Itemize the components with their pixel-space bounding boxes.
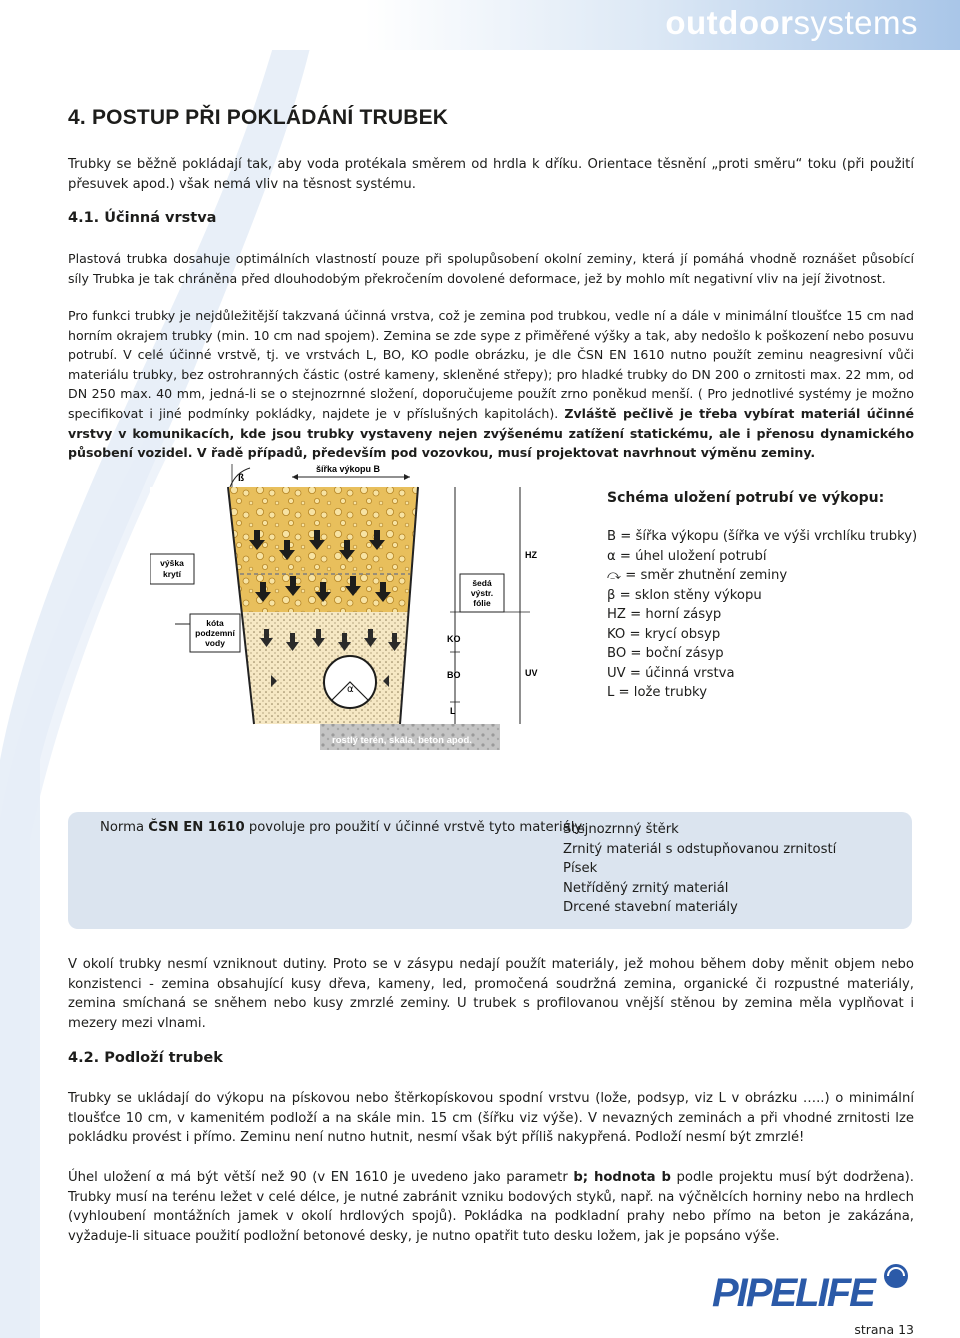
cover-height-label-1: výška <box>160 558 184 568</box>
paragraph-subsoil: Trubky se ukládají do výkopu na pískovou nebo štěrkopískovou spodní vrstvu (lože, podsyp, viz L v obrázku …..) o minimální tloušťce 10 cm, v kamenitém podloží a na skále min. 15 cm (šířku viz výše). V nevazných zeminách a při vhodné zrnitosti lze pokládku provést i přímo. Zeminu není nutno hutnit, nesmí však být příliš nakypřená. Podloží nesmí být zmrzlé! <box>68 1091 914 1146</box>
trench-diagram <box>150 462 550 762</box>
legend-item: β = sklon stěny výkopu <box>607 587 762 603</box>
material-item: Zrnitý materiál s odstupňovanou zrnitostí <box>563 841 837 857</box>
cover-height-label-2: krytí <box>163 569 181 579</box>
brand-logo: outdoorsystems <box>665 4 918 41</box>
material-item: Drcené stavební materiály <box>563 900 738 915</box>
legend-item: α = úhel uložení potrubí <box>607 548 767 564</box>
beta-label: ß <box>238 473 245 484</box>
legend-item: BO = boční zásyp <box>607 646 724 661</box>
material-item: Stejnozrnný štěrk <box>563 822 679 837</box>
legend-item: L = lože trubky <box>607 685 708 700</box>
norm-materials-list <box>563 820 836 918</box>
legend-item: KO = krycí obsyp <box>607 626 721 642</box>
paragraph-effective-layer: Plastová trubka dosahuje optimálních vlastností pouze při spolupůsobení okolní zeminy, která jí pomáhá vhodně roznášet působící síly Trubka je tak chráněna před dlouhodobým překročením dovolené deformace, jež by mohlo mít negativní vliv na její životnost. <box>68 251 914 286</box>
bo-label: BO <box>447 670 461 680</box>
ground-label: rostlý terén, skála, beton apod. <box>332 735 472 746</box>
subsection-title-effective-layer: 4.1. Účinná vrstva <box>68 210 217 226</box>
groundwater-label-1: kóta <box>206 618 224 628</box>
paragraph-effective-layer-details: Pro funkci trubky je nejdůležitější takzvaná účinná vrstva, což je zemina pod trubkou, vedle ní a dále v minimální tloušťce 15 cm nad horním okrajem trubky (min. 10 cm nad spojem). Zemina se zde sype z přiměřené výšky a tak, aby nedošlo k poškození nebo posuvu potrubí. V celé účinné vrstvě, tj. ve vrstvách L, BO, KO podle obrázku, je dle ČSN EN 1610 nutno použít zeminu neagresivní vůči materiálu trubky, bez ostrohranných částic (ostré kameny, skleněné střepy); pro hladké trubky do DN 200 o zrnitosti max. 22 mm, od DN 250 max. 40 mm, jedná-li se o stejnozrnné složení, doporučujeme použít zrno poněkud menší. ( Pro jednotlivé systémy je možno specifikovat i jiné podmínky pokládky, najdete je v příslušných kapitolách). Zvláště pečlivě je třeba vybírat materiál účinné vrstvy v komunikacích, kde jsou trubky vystaveny nejen zvýšenému zatížení statickému, ale i přenosu dynamického působení vozidel. V řadě případů, především pod vozovkou, musí projektovat navrhnout výměnu zeminy. <box>68 308 914 461</box>
compaction-arrow-icon: ⤼ <box>607 568 626 583</box>
page-number: strana 13 <box>854 1322 914 1337</box>
material-item: Písek <box>563 861 598 876</box>
material-item: Netříděný zrnitý materiál <box>563 880 729 896</box>
intro-paragraph: Trubky se běžně pokládají tak, aby voda protékala směrem od hrdla k dříku. Orientace těsnění „proti směru“ toku (při použití přesuvek apod.) však nemá vliv na těsnost systému. <box>68 157 914 192</box>
groundwater-label-3: vody <box>205 638 225 648</box>
paragraph-voids: V okolí trubky nesmí vzniknout dutiny. Proto se v zásypu nedají použít materiály, jež mohou během doby měnit objem nebo konzistenci - zemina obsahující kusy dřeva, kameny, led, promočená soudržná zemina, organické či rozpustné materiály, zemina smíchaná se sněhem nebo kusy zmrzlé zeminy. U trubek s profilovanou vnější stěnou by zemina měla vyplňovat i mezery mezi vlnami. <box>68 957 914 1031</box>
foil-label-3: fólie <box>473 598 491 608</box>
paragraph-bedding-angle: Úhel uložení α má být větší než 90 (v EN 1610 je uvedeno jako parametr b; hodnota b podle projektu musí být dodržena). Trubky musí na terénu ležet v celé délce, je nutné zabránit vzniku bodových styků, např. na výčnělcích horniny nebo na hrdlech (vyhloubení montážních jamek v okolí hrdlových spojů). Pokládka na podkladní prahy nebo přímo na beton je zakázána, vyžaduje-li situace použití podložní betonové desky, je nutno opatřit tuto desku ložem, jak je popsáno výše. <box>68 1170 914 1244</box>
groundwater-label-2: podzemní <box>195 628 235 638</box>
ko-label: KO <box>447 634 461 644</box>
section-title: 4. POSTUP PŘI POKLÁDÁNÍ TRUBEK <box>68 106 449 129</box>
legend-item: HZ = horní zásyp <box>607 607 722 622</box>
logo-text: PIPELIFE <box>712 1271 874 1315</box>
scheme-title: Schéma uložení potrubí ve výkopu: <box>607 490 885 506</box>
foil-label-1: šedá <box>472 578 492 588</box>
pipelife-logo <box>712 1262 912 1318</box>
legend-item: UV = účinná vrstva <box>607 665 735 681</box>
foil-label-2: výstr. <box>470 588 494 598</box>
hz-label: HZ <box>525 550 537 560</box>
uv-label: UV <box>525 668 538 678</box>
norm-statement: Norma ČSN EN 1610 povoluje pro použití v účinné vrstvě tyto materiály: <box>100 820 586 835</box>
scheme-legend <box>607 527 917 703</box>
l-label: L <box>450 706 456 716</box>
alpha-label: α <box>347 684 354 695</box>
legend-item: ⤼ = směr zhutnění zeminy <box>607 568 788 583</box>
legend-item: B = šířka výkopu (šířka ve výši vrchlíku trubky) <box>607 529 918 544</box>
trench-width-label: šířka výkopu B <box>316 464 381 474</box>
subsection-title-subsoil: 4.2. Podloží trubek <box>68 1050 223 1066</box>
